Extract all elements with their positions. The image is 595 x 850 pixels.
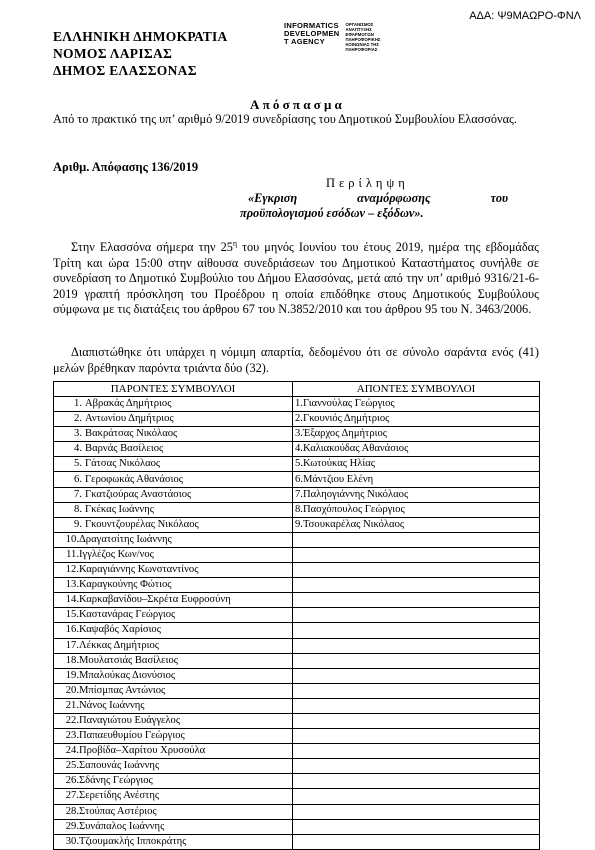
present-member-name: Προβίδα–Χαρίτου Χρυσούλα bbox=[79, 745, 206, 757]
absent-member-cell bbox=[293, 744, 540, 759]
present-member-number: 2. bbox=[74, 413, 82, 425]
present-member-number: 1. bbox=[74, 398, 82, 410]
present-member-name: Λέκκας Δημήτριος bbox=[79, 639, 159, 651]
summary-text-line2: προϋπολογισμού εσόδων – εξόδων». bbox=[240, 206, 424, 220]
present-member-cell bbox=[54, 789, 293, 804]
table-row bbox=[54, 668, 540, 683]
present-member-number: 16. bbox=[65, 624, 79, 636]
table-row bbox=[54, 698, 540, 713]
table-row bbox=[54, 472, 540, 487]
present-member-name: Παπαευθυμίου Γεώργιος bbox=[79, 730, 185, 742]
absent-member-cell bbox=[293, 774, 540, 789]
present-member-name: Συνάπαλος Ιωάννης bbox=[79, 820, 165, 832]
present-member-number: 15. bbox=[65, 609, 79, 621]
meeting-paragraph: Στην Ελασσόνα σήμερα την $25^\eta$ του μηνός Ιουνίου του έτους 2019, ημέρα της εβδομάδας Τρίτη και ώρα 15:00 στην αίθουσα συνεδριάσεων του Δημοτικού Καταστήματος συνήλθε σε συνεδρίαση το Δημοτικό Συμβούλιο του Δήμου Ελασσόνας, μετά από την υπ’ αριθμό 9316/21-6-2019 γραπτή πρόσκληση του Προέδρου η οποία επιδόθηκε στους Δημοτικούς Συμβούλους σύμφωνα με τις διατάξεις του άρθρου 67 του Ν.3852/2010 και του άρθρου 95 του Ν. 3463/2006. bbox=[53, 239, 539, 317]
absent-member-cell bbox=[293, 653, 540, 668]
absent-member-cell bbox=[293, 532, 540, 547]
present-member-number: 12. bbox=[65, 564, 79, 576]
present-member-number: 14. bbox=[65, 594, 79, 606]
present-member-cell bbox=[54, 608, 293, 623]
absent-member-cell bbox=[293, 819, 540, 834]
table-row bbox=[54, 653, 540, 668]
summary-text-line1: «Εγκριση αναμόρφωσης του bbox=[248, 191, 508, 205]
present-member-number: 21. bbox=[65, 699, 79, 711]
council-members-table bbox=[53, 381, 540, 850]
present-member-cell bbox=[54, 547, 293, 562]
present-member-cell bbox=[54, 638, 293, 653]
absent-member-cell bbox=[293, 683, 540, 698]
present-member-number: 24. bbox=[65, 745, 79, 757]
decision-number: Αριθμ. Απόφασης 136/2019 bbox=[53, 160, 199, 174]
present-member-cell bbox=[54, 713, 293, 728]
table-row bbox=[54, 578, 540, 593]
informatics-agency-logo bbox=[284, 22, 416, 53]
table-row bbox=[54, 547, 540, 562]
absent-member-cell bbox=[293, 804, 540, 819]
absent-member-cell bbox=[293, 578, 540, 593]
present-member-name: Καραγιάννης Κωνσταντίνος bbox=[79, 564, 199, 576]
absent-member-cell: 3.Έξαρχος Δημήτριος bbox=[293, 427, 540, 442]
logo-english: INFORMATICS DEVELOPMEN T AGENCY bbox=[284, 21, 340, 47]
table-row bbox=[54, 532, 540, 547]
present-member-name: Γκουντζουρέλας Νικόλαος bbox=[85, 518, 199, 530]
issuer-header bbox=[53, 28, 228, 79]
absent-member-cell bbox=[293, 608, 540, 623]
present-member-number: 4. bbox=[74, 443, 82, 455]
present-member-name: Καψαβός Χαρίσιος bbox=[79, 624, 161, 636]
present-member-number: 6. bbox=[74, 473, 82, 485]
present-member-number: 29. bbox=[65, 820, 79, 832]
present-member-cell bbox=[54, 502, 293, 517]
table-row bbox=[54, 638, 540, 653]
table-row bbox=[54, 563, 540, 578]
absent-member-cell: 9.Τσουκαρέλας Νικόλαος bbox=[293, 517, 540, 532]
present-member-cell bbox=[54, 517, 293, 532]
present-member-name: Γκατζιούρας Αναστάσιος bbox=[85, 488, 192, 500]
table-row bbox=[54, 608, 540, 623]
logo-greek: ΟΡΓΑΝΙΣΜΟΣ ΑΝΑΠΤΥΞΗΣ ΕΦΑΡΜΟΓΩΝ ΠΛΗΡΟΦΟΡΙΚΗΣ ΚΟΙΝΩΝΙΑΣ ΤΗΣ ΠΛΗΡΟΦΟΡΙΑΣ bbox=[345, 22, 381, 53]
table-row bbox=[54, 713, 540, 728]
table-row bbox=[54, 442, 540, 457]
absent-member-cell: 1.Γιαννούλας Γεώργιος bbox=[293, 397, 540, 412]
present-member-cell bbox=[54, 759, 293, 774]
present-member-name: Καστανάρας Γεώργιος bbox=[79, 609, 176, 621]
present-member-number: 11. bbox=[66, 548, 79, 560]
absent-member-cell bbox=[293, 668, 540, 683]
table-row bbox=[54, 412, 540, 427]
present-member-number: 23. bbox=[65, 730, 79, 742]
absent-member-cell bbox=[293, 623, 540, 638]
header-line-republic: ΕΛΛΗΝΙΚΗ ΔΗΜΟΚΡΑΤΙΑ bbox=[53, 29, 228, 44]
present-member-name: Αβρακάς Δημήτριος bbox=[85, 398, 172, 410]
present-member-name: Νάνος Ιωάννης bbox=[79, 699, 145, 711]
members-table-body bbox=[54, 397, 540, 850]
present-member-cell bbox=[54, 804, 293, 819]
table-row bbox=[54, 819, 540, 834]
present-member-cell bbox=[54, 683, 293, 698]
present-member-number: 8. bbox=[74, 503, 82, 515]
present-member-cell bbox=[54, 412, 293, 427]
present-member-number: 5. bbox=[74, 458, 82, 470]
present-member-name: Σαπουνάς Ιωάννης bbox=[79, 760, 160, 772]
present-member-cell bbox=[54, 472, 293, 487]
present-member-number: 30. bbox=[65, 835, 79, 847]
present-member-number: 19. bbox=[65, 669, 79, 681]
table-row bbox=[54, 593, 540, 608]
absent-member-cell bbox=[293, 789, 540, 804]
present-member-cell bbox=[54, 668, 293, 683]
present-member-name: Σερετίδης Ανέστης bbox=[79, 790, 160, 802]
present-member-name: Μπαλούκας Διονύσιος bbox=[79, 669, 176, 681]
present-member-name: Ιγγλέζος Κων/νος bbox=[79, 548, 154, 560]
absent-member-cell: 6.Μάντζιου Ελένη bbox=[293, 472, 540, 487]
absent-member-cell: 4.Καλιακούδας Αθανάσιος bbox=[293, 442, 540, 457]
table-row bbox=[54, 502, 540, 517]
present-member-number: 28. bbox=[65, 805, 79, 817]
absent-member-cell bbox=[293, 593, 540, 608]
absent-member-cell: 8.Πασχόπουλος Γεώργιος bbox=[293, 502, 540, 517]
present-member-number: 22. bbox=[65, 715, 79, 727]
absent-member-cell bbox=[293, 563, 540, 578]
present-member-name: Μουλατσιάς Βασίλειος bbox=[79, 654, 178, 666]
present-member-cell bbox=[54, 744, 293, 759]
table-row bbox=[54, 774, 540, 789]
present-members-header: ΠΑΡΟΝΤΕΣ ΣΥΜΒΟΥΛΟΙ bbox=[54, 382, 293, 397]
table-row bbox=[54, 804, 540, 819]
table-row bbox=[54, 789, 540, 804]
present-member-cell bbox=[54, 442, 293, 457]
present-member-name: Καρκαβανίδου–Σκρέτα Ευφροσύνη bbox=[79, 594, 231, 606]
present-member-name: Δραγατσίτης Ιωάννης bbox=[79, 533, 172, 545]
intro-paragraph: Από το πρακτικό της υπ’ αριθμό 9/2019 συνεδρίασης του Δημοτικού Συμβουλίου Ελασσόνας. bbox=[53, 112, 518, 126]
present-member-cell bbox=[54, 487, 293, 502]
ada-code: ΑΔΑ: Ψ9ΜΑΩΡΟ-ΦΝΛ bbox=[469, 10, 581, 22]
absent-member-cell: 7.Παληογιάννης Νικόλαος bbox=[293, 487, 540, 502]
table-row bbox=[54, 683, 540, 698]
present-member-number: 26. bbox=[65, 775, 79, 787]
present-member-cell bbox=[54, 427, 293, 442]
present-member-name: Σδάνης Γεώργιος bbox=[79, 775, 153, 787]
absent-member-cell bbox=[293, 759, 540, 774]
absent-member-cell bbox=[293, 547, 540, 562]
present-member-number: 27. bbox=[65, 790, 79, 802]
present-member-cell bbox=[54, 729, 293, 744]
absent-member-cell bbox=[293, 638, 540, 653]
header-line-municipality: ΔΗΜΟΣ ΕΛΑΣΣΟΝΑΣ bbox=[53, 63, 197, 78]
present-member-cell bbox=[54, 819, 293, 834]
present-member-cell bbox=[54, 397, 293, 412]
present-member-number: 10. bbox=[65, 533, 79, 545]
absent-members-header: ΑΠΟΝΤΕΣ ΣΥΜΒΟΥΛΟΙ bbox=[293, 382, 540, 397]
table-row bbox=[54, 487, 540, 502]
present-member-cell bbox=[54, 532, 293, 547]
header-line-prefecture: ΝΟΜΟΣ ΛΑΡΙΣΑΣ bbox=[53, 46, 173, 61]
present-member-number: 20. bbox=[65, 684, 79, 696]
present-member-name: Γάτσας Νικόλαος bbox=[85, 458, 161, 470]
present-member-name: Καραγκούνης Φώτιος bbox=[79, 579, 172, 591]
present-member-cell bbox=[54, 593, 293, 608]
present-member-name: Αντωνίου Δημήτριος bbox=[85, 413, 174, 425]
present-member-cell bbox=[54, 623, 293, 638]
table-row bbox=[54, 397, 540, 412]
absent-member-cell: 5.Κωτούκας Ηλίας bbox=[293, 457, 540, 472]
table-row bbox=[54, 729, 540, 744]
present-member-cell bbox=[54, 774, 293, 789]
quorum-paragraph: Διαπιστώθηκε ότι υπάρχει η νόμιμη απαρτία, δεδομένου ότι σε σύνολο σαράντα ενός (41) μελών βρέθηκαν παρόντα τριάντα δύο (32). bbox=[53, 345, 539, 375]
present-member-cell bbox=[54, 457, 293, 472]
present-member-name: Βαρνάς Βασίλειος bbox=[85, 443, 164, 455]
present-member-name: Μπίσμπας Αντώνιος bbox=[79, 684, 166, 696]
present-member-number: 25. bbox=[65, 760, 79, 772]
table-row bbox=[54, 623, 540, 638]
present-member-cell bbox=[54, 578, 293, 593]
present-member-number: 18. bbox=[65, 654, 79, 666]
present-member-cell bbox=[54, 653, 293, 668]
table-row bbox=[54, 427, 540, 442]
present-member-name: Γκέκας Ιωάννης bbox=[85, 503, 154, 515]
present-member-number: 3. bbox=[74, 428, 82, 440]
present-member-number: 13. bbox=[65, 579, 79, 591]
absent-member-cell bbox=[293, 729, 540, 744]
present-member-name: Βακράτσας Νικόλαος bbox=[85, 428, 178, 440]
present-member-name: Τζιουμακλής Ιπποκράτης bbox=[79, 835, 187, 847]
present-member-cell bbox=[54, 563, 293, 578]
present-member-cell bbox=[54, 698, 293, 713]
present-member-name: Στούπας Αστέριος bbox=[79, 805, 157, 817]
table-row bbox=[54, 744, 540, 759]
summary-label: Περίληψη bbox=[326, 176, 409, 190]
present-member-number: 9. bbox=[74, 518, 82, 530]
present-member-number: 17. bbox=[65, 639, 79, 651]
table-row bbox=[54, 457, 540, 472]
absent-member-cell bbox=[293, 698, 540, 713]
table-row bbox=[54, 517, 540, 532]
absent-member-cell: 2.Γκουνιός Δημήτριος bbox=[293, 412, 540, 427]
present-member-number: 7. bbox=[74, 488, 82, 500]
present-member-name: Παναγιώτου Ευάγγελος bbox=[79, 715, 181, 727]
table-row bbox=[54, 759, 540, 774]
absent-member-cell bbox=[293, 713, 540, 728]
document-title: Απόσπασμα bbox=[250, 97, 345, 112]
present-member-name: Γεροφωκάς Αθανάσιος bbox=[85, 473, 183, 485]
